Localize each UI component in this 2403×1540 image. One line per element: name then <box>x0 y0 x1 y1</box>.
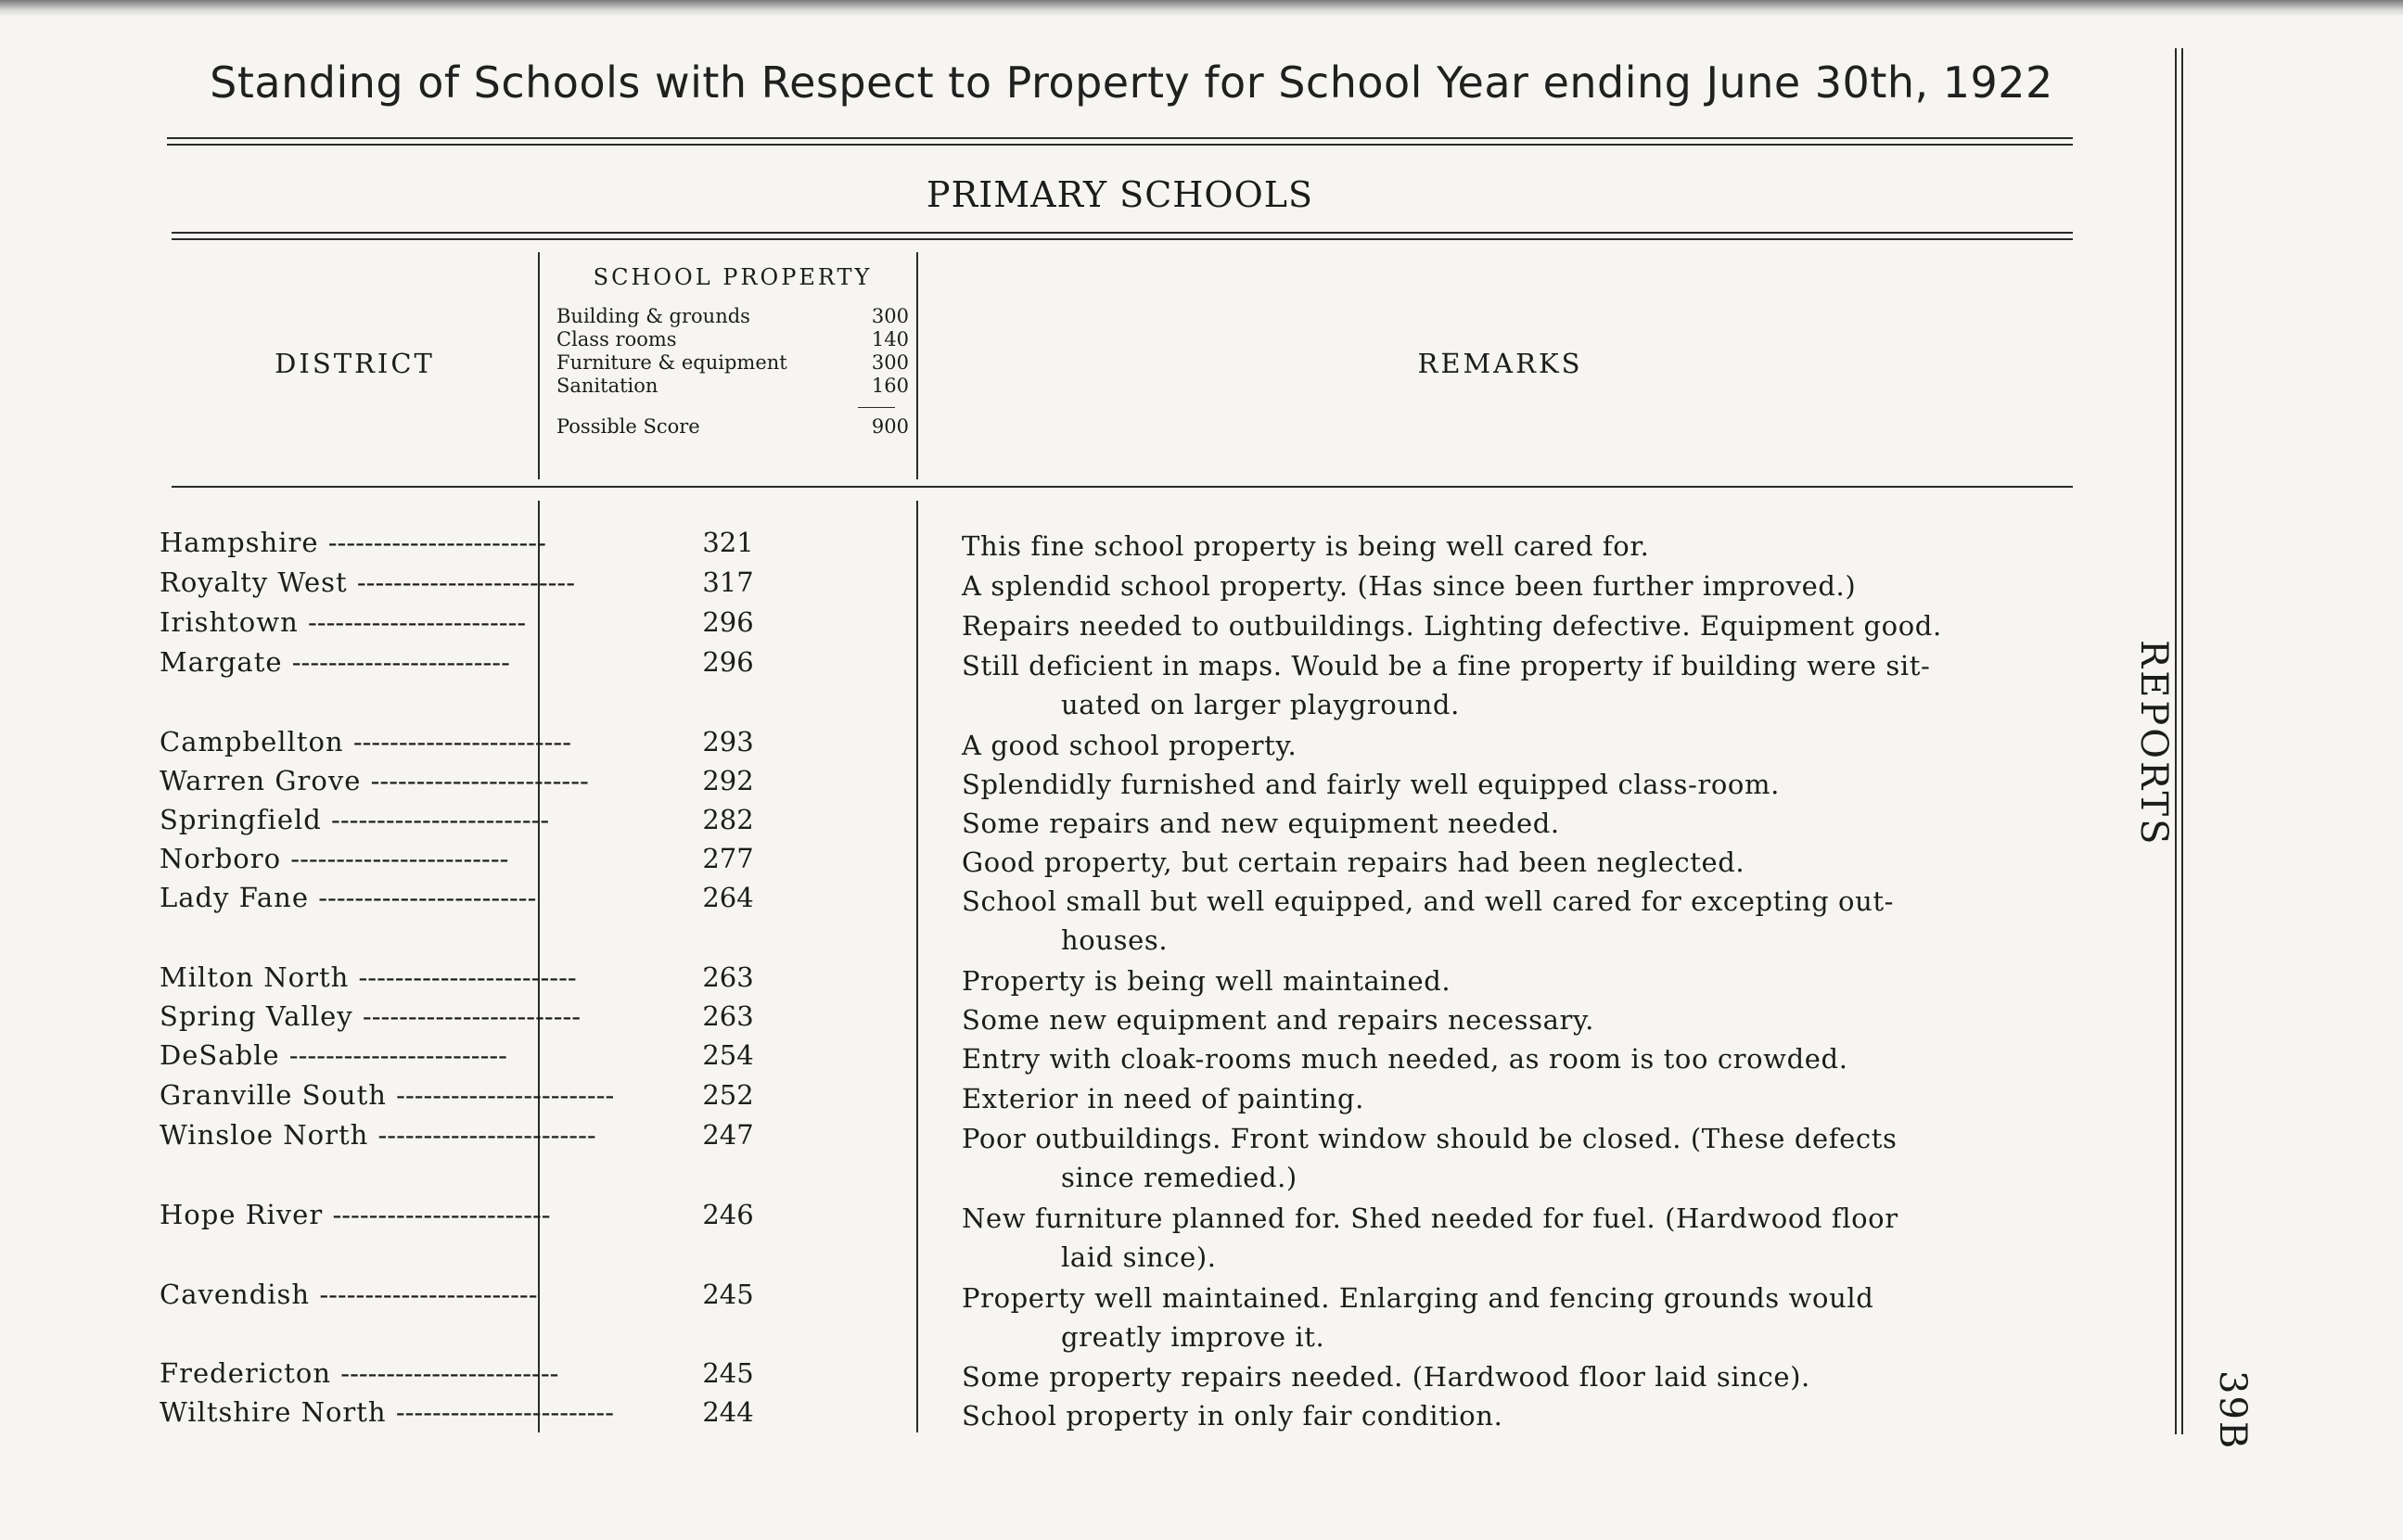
remark: Splendidly furnished and fairly well equipped class-room. <box>962 769 1780 800</box>
property-score: 244 <box>702 1396 754 1428</box>
body-divider-right <box>916 501 918 1432</box>
property-score: 245 <box>702 1357 754 1389</box>
remark: Exterior in need of painting. <box>962 1083 1364 1114</box>
school-property-title: SCHOOL PROPERTY <box>593 264 873 290</box>
remark: This fine school property is being well cared for. <box>962 530 1650 562</box>
side-label-reports: REPORTS <box>2132 640 2175 847</box>
district-name: Campbellton ------------------------ <box>160 726 571 757</box>
district-name: Irishtown ------------------------ <box>160 606 527 638</box>
property-score: 245 <box>702 1279 754 1310</box>
criterion-row <box>556 305 909 328</box>
district-name: Norboro ------------------------ <box>160 843 509 874</box>
remark: New furniture planned for. Shed needed for fuel. (Hardwood floor laid since). <box>962 1199 2077 1277</box>
margin-rule-inner <box>2181 48 2183 1434</box>
remark: Some new equipment and repairs necessary. <box>962 1004 1594 1036</box>
title-rule <box>167 137 2073 146</box>
remark-continuation: since remedied.) <box>1061 1162 1297 1193</box>
property-score: 252 <box>702 1079 754 1111</box>
remark-continuation: greatly improve it. <box>1061 1321 1325 1353</box>
criterion-row <box>556 351 909 375</box>
district-name: Warren Grove ------------------------ <box>160 765 589 796</box>
property-score: 263 <box>702 961 754 993</box>
district-name: DeSable ------------------------ <box>160 1039 507 1071</box>
property-score: 247 <box>702 1119 754 1151</box>
district-name: Spring Valley ------------------------ <box>160 1000 582 1032</box>
remark: School property in only fair condition. <box>962 1400 1503 1432</box>
remark: Entry with cloak-rooms much needed, as room is too crowded. <box>962 1043 1848 1075</box>
property-score: 296 <box>702 646 754 678</box>
district-name: Granville South ------------------------ <box>160 1079 615 1111</box>
page-number: 39B <box>2211 1370 2254 1451</box>
district-name: Margate ------------------------ <box>160 646 510 678</box>
possible-score-row <box>556 415 909 438</box>
header-divider-left <box>538 252 540 479</box>
remark: Repairs needed to outbuildings. Lighting defective. Equipment good. <box>962 610 1942 642</box>
property-score: 277 <box>702 843 754 874</box>
remark: Some property repairs needed. (Hardwood floor laid since). <box>962 1361 1810 1393</box>
criterion-label: Furniture & equipment <box>556 351 787 374</box>
header-remarks: REMARKS <box>1417 348 1583 379</box>
remark: Good property, but certain repairs had been neglected. <box>962 846 1745 878</box>
district-name: Lady Fane ------------------------ <box>160 882 537 913</box>
page-title: Standing of Schools with Respect to Property for School Year ending June 30th, 1922 <box>210 57 2053 108</box>
header-school-property <box>556 264 909 438</box>
possible-score-label: Possible Score <box>556 415 700 438</box>
scan-top-edge <box>0 0 2403 17</box>
property-score: 317 <box>702 566 754 598</box>
property-score: 282 <box>702 804 754 835</box>
property-score: 263 <box>702 1000 754 1032</box>
criterion-row <box>556 328 909 351</box>
remark: School small but well equipped, and well cared for excepting out- houses. <box>962 882 2077 960</box>
district-name: Fredericton ------------------------ <box>160 1357 559 1389</box>
criterion-label: Sanitation <box>556 375 658 397</box>
remark: Property well maintained. Enlarging and fencing grounds would greatly improve it. <box>962 1279 2077 1356</box>
section-title: PRIMARY SCHOOLS <box>927 174 1313 215</box>
district-name: Royalty West ------------------------ <box>160 566 576 598</box>
property-score: 293 <box>702 726 754 757</box>
header-bottom-rule <box>172 486 2073 488</box>
header-divider-right <box>916 252 918 479</box>
header-district: DISTRICT <box>275 348 435 379</box>
property-score: 264 <box>702 882 754 913</box>
remark: A good school property. <box>962 730 1297 761</box>
district-name: Cavendish ------------------------ <box>160 1279 538 1310</box>
criterion-points: 300 <box>871 351 909 374</box>
remark: Poor outbuildings. Front window should be closed. (These defects since remedied.) <box>962 1119 2077 1197</box>
criterion-label: Building & grounds <box>556 305 750 327</box>
property-score: 321 <box>702 527 754 558</box>
property-score: 296 <box>702 606 754 638</box>
section-rule <box>172 232 2073 240</box>
margin-rule-outer <box>2175 48 2177 1434</box>
district-name: Milton North ------------------------ <box>160 961 577 993</box>
district-name: Wiltshire North ------------------------ <box>160 1396 614 1428</box>
remark-continuation: houses. <box>1061 924 1169 956</box>
district-name: Hope River ------------------------ <box>160 1199 551 1230</box>
remark-continuation: uated on larger playground. <box>1061 689 1460 720</box>
remark-continuation: laid since). <box>1061 1241 1217 1273</box>
remark: Still deficient in maps. Would be a fine property if building were sit- uated on larger playground. <box>962 646 2077 724</box>
property-score: 246 <box>702 1199 754 1230</box>
property-score: 254 <box>702 1039 754 1071</box>
remark: A splendid school property. (Has since been further improved.) <box>962 570 1857 602</box>
possible-score-value: 900 <box>871 415 909 438</box>
remark: Property is being well maintained. <box>962 965 1451 997</box>
remark: Some repairs and new equipment needed. <box>962 808 1560 839</box>
district-name: Springfield ------------------------ <box>160 804 550 835</box>
criterion-points: 300 <box>871 305 909 327</box>
criterion-label: Class rooms <box>556 328 677 350</box>
district-name: Hampshire ------------------------ <box>160 527 546 558</box>
sum-rule <box>858 407 895 408</box>
criterion-points: 160 <box>871 375 909 397</box>
district-name: Winsloe North ------------------------ <box>160 1119 596 1151</box>
criterion-points: 140 <box>871 328 909 350</box>
criterion-row <box>556 375 909 398</box>
property-score: 292 <box>702 765 754 796</box>
